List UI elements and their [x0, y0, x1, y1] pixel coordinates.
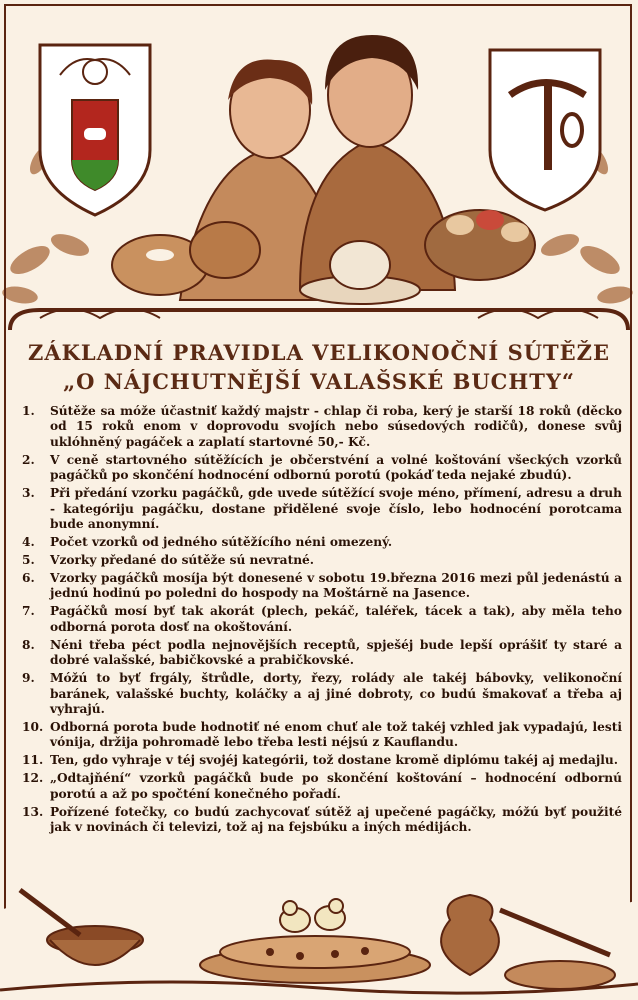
- page-title: ZÁKLADNÍ PRAVIDLA VELIKONOČNÍ SÚTĚŽE: [27, 340, 611, 365]
- heading-block: [0, 340, 638, 396]
- rule-item: [22, 486, 622, 532]
- rule-item: [22, 604, 622, 635]
- rule-number: 10.: [22, 720, 44, 735]
- rule-text: Móžú to byť frgály, štrůdle, dorty, řezy, rolády ale takéj bábovky, velikonoční baránek, valašské buchty, koláčky a aj jiné dobroty, co budú šmakovať a třeba aj vyhrajú.: [50, 671, 622, 717]
- cake-plate-icon: [200, 936, 430, 983]
- rule-number: 13.: [22, 804, 44, 819]
- rule-item: [22, 805, 622, 836]
- rule-item: [22, 535, 622, 550]
- rule-item: [22, 671, 622, 717]
- rule-text: Pagáčků mosí byť tak akorát (plech, pekáč, taléřek, tácek a tak), aby měla teho odborná porota dosť na okoštování.: [50, 604, 622, 634]
- rule-number: 4.: [22, 535, 35, 550]
- rule-text: Pořízené fotečky, co budú zachycovať sútěž aj upečené pagáčky, móžú byť použité jak v novinách či televizi, tož aj na fejsbúku a iných médijách.: [50, 804, 622, 835]
- rule-item: [22, 404, 622, 450]
- rules-list: [22, 404, 622, 838]
- rule-number: 2.: [22, 452, 35, 467]
- rule-number: 12.: [22, 771, 44, 786]
- rule-text: Néni třeba péct podla nejnovějších receptů, spješéj bude lepší oprášiť ty staré a dobré valašské, babičkovské a prabičkovské.: [50, 637, 622, 668]
- rule-item: [22, 571, 622, 602]
- rule-text: Při předání vzorku pagáčků, gde uvede sútěžící svoje méno, přímení, adresu a druh - kategóriju pagáčku, dostane přidělené svoje číslo, lebo hodnocéní porotcama bude anonymní.: [50, 486, 622, 532]
- left-coat-of-arms-icon: [40, 45, 150, 215]
- rule-text: Odborná porota bude hodnotiť né enom chuť ale tož takéj vzhled jak vypadajú, lesti vónija, držija pohromadě lebo třeba lesti néjsú z Kauflandu.: [50, 720, 622, 750]
- rule-number: 8.: [22, 637, 35, 652]
- rule-number: 5.: [22, 553, 35, 568]
- rule-item: [22, 453, 622, 484]
- rule-text: Vzorky pagáčků mosíja být donesené v sobotu 19.března 2016 mezi půl jedenástú a jednú hodinú po poledni do hospody na Moštárně na Jasence.: [50, 571, 622, 601]
- rule-item: [22, 638, 622, 669]
- rule-text: Ten, gdo vyhraje v téj svojéj kategórii, tož dostane kromě diplómu takéj aj medajlu.: [50, 753, 619, 768]
- right-shield-monogram-icon: [490, 50, 600, 210]
- rule-number: 11.: [22, 753, 44, 768]
- rule-text: V ceně startovného sútěžících je občerstvéní a volné koštování všeckých vzorků pagáčků po skončéní hodnocéní odbornú porotú (pokáď teda nejaké zbudú).: [50, 452, 622, 483]
- page-subtitle: „O NÁJCHUTNĚJŠÍ VALAŠSKÉ BUCHTY“: [63, 369, 575, 394]
- rule-number: 3.: [22, 486, 35, 501]
- rule-item: [22, 771, 622, 802]
- rule-number: 1.: [22, 404, 35, 418]
- rule-number: 9.: [22, 671, 35, 686]
- rule-text: Sútěže sa móže účastniť každý majstr - chlap či roba, kerý je starší 18 roků (děcko od 15 roků enom v doprovodu svojích nebo súsedových rodičů), donese svůj uklóhněný pagáček a zaplatí startovné 50,- Kč.: [50, 404, 622, 449]
- rule-number: 7.: [22, 604, 35, 619]
- rule-number: 6.: [22, 571, 35, 586]
- bottom-illustration: [0, 880, 638, 1000]
- top-illustration: [0, 0, 638, 330]
- rule-text: Počet vzorků od jedného sútěžícího néni omezený.: [50, 535, 393, 550]
- rule-text: Vzorky předané do sútěže sú nevratné.: [50, 553, 315, 568]
- rule-item: [22, 720, 622, 751]
- rule-item: [22, 553, 622, 568]
- rule-text: „Odtajňéní“ vzorků pagáčků bude po skončéní koštování – hodnocéní odbornú porotú a až po spočténí konečného pořadí.: [50, 771, 622, 801]
- rule-item: [22, 753, 622, 768]
